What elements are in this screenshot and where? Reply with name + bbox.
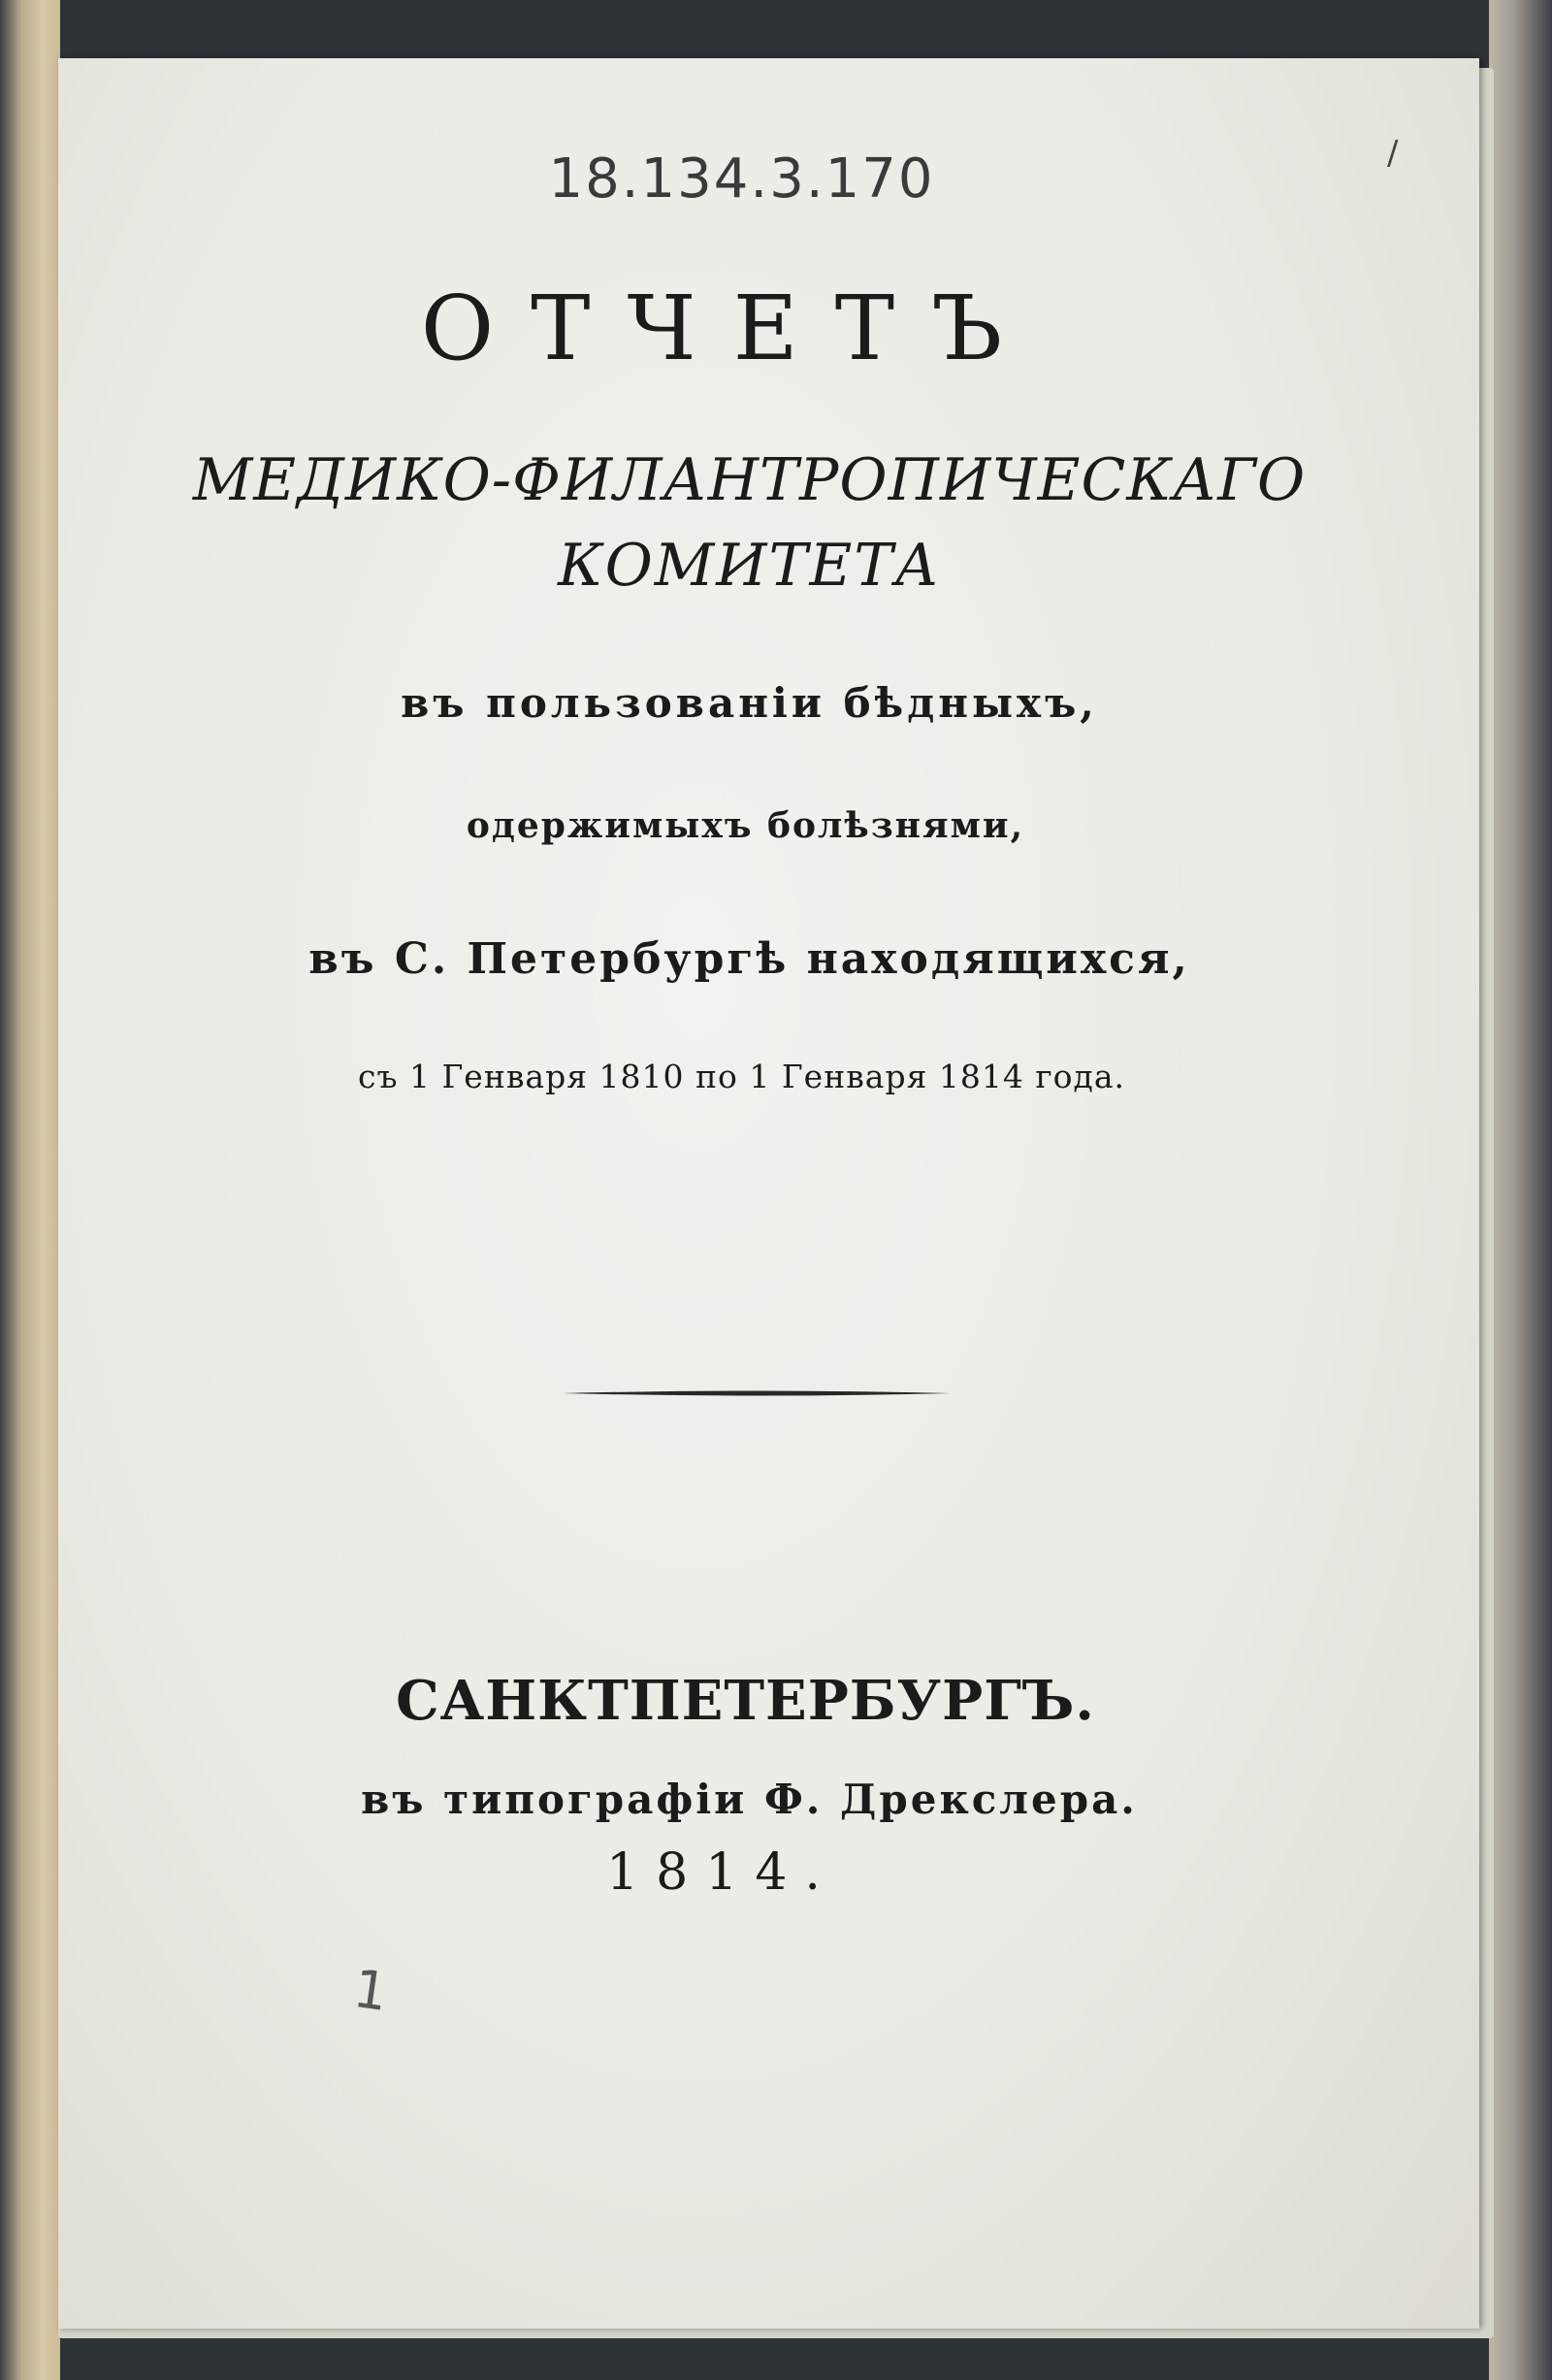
imprint-year: 1814. <box>606 1843 838 1902</box>
title-line-1: МЕДИКО-ФИЛАНТРОПИЧЕСКАГО <box>192 446 1307 514</box>
pencil-mark: 1 <box>349 1957 392 2024</box>
title-line-5: въ С. Петербургѣ находящихся, <box>308 934 1190 984</box>
corner-pencil-mark: / <box>1387 134 1399 173</box>
ornamental-divider <box>563 1390 951 1396</box>
title-line-4: одержимыхъ болѣзнями, <box>466 805 1025 846</box>
title-page <box>58 58 1479 2329</box>
title-line-3: въ пользованіи бѣдныхъ, <box>401 679 1098 727</box>
shelfmark: 18.134.3.170 <box>548 147 935 211</box>
imprint-city: САНКТПЕТЕРБУРГЪ. <box>396 1669 1095 1733</box>
title-line-2: КОМИТЕТА <box>558 532 941 600</box>
title-line-6: съ 1 Генваря 1810 по 1 Генваря 1814 года. <box>358 1058 1125 1095</box>
book-cover-right <box>1489 0 1552 2380</box>
title-heading: ОТЧЕТЪ <box>420 277 1040 380</box>
imprint-press: въ типографіи Ф. Дрекслера. <box>361 1776 1138 1823</box>
